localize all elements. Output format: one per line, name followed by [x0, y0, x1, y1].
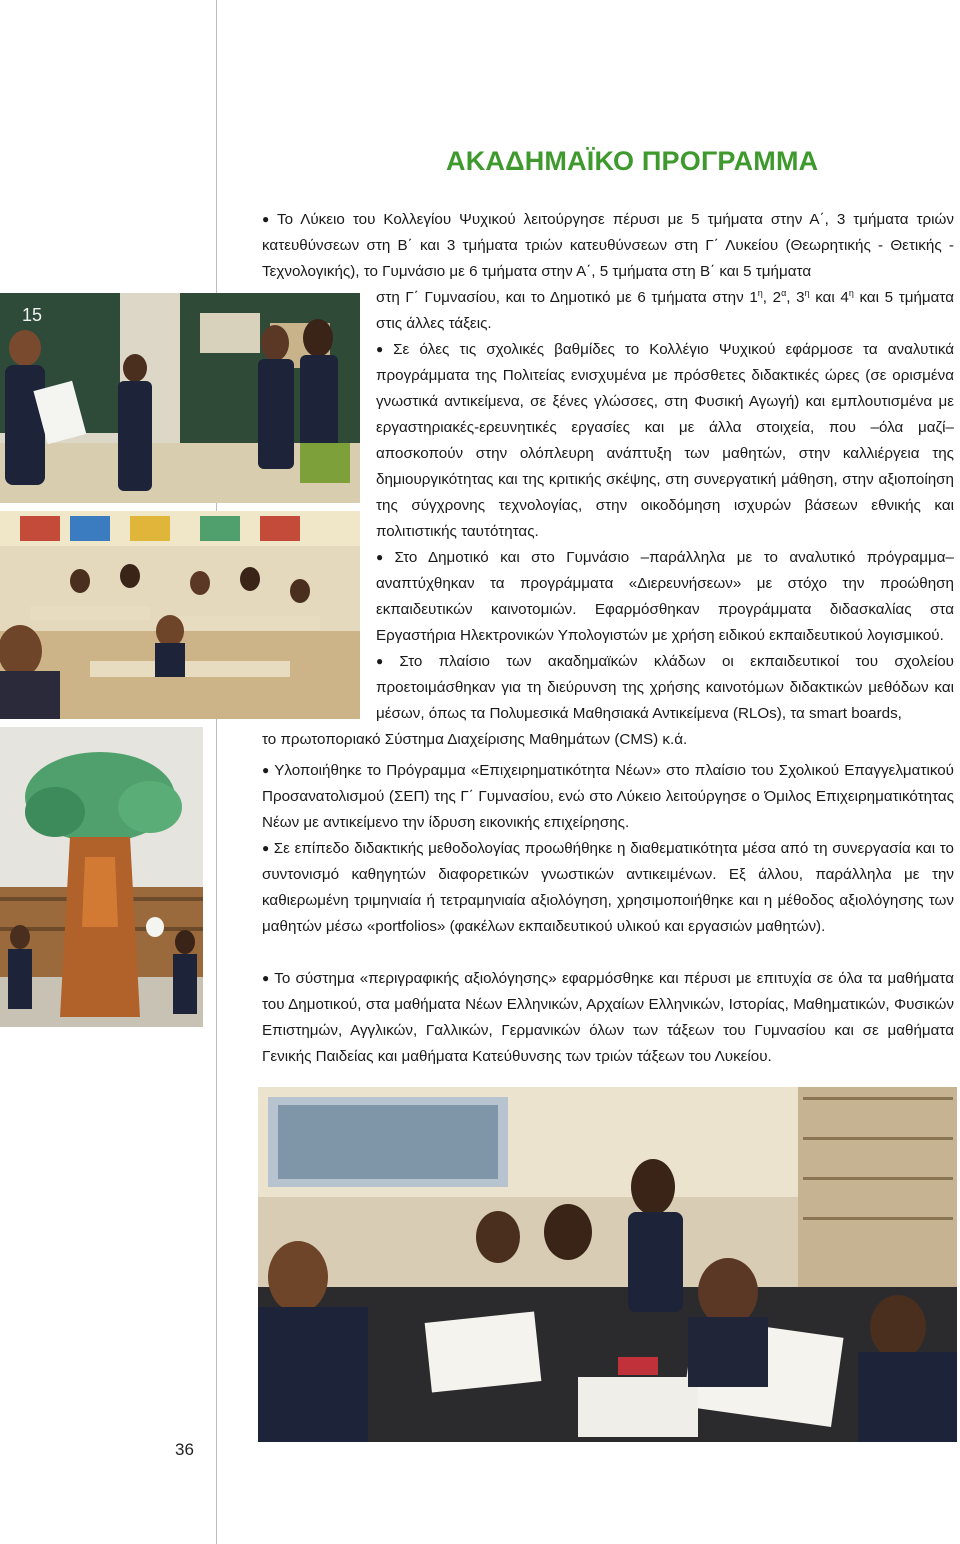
- paragraph-1-part-2: [376, 285, 954, 337]
- paragraph-1-text: Το Λύκειο του Κολλεγίου Ψυχικού λειτούργησε πέρυσι με 5 τμήματα στην Α΄, 3 τμήματα τριών κατευθύνσεων στη Β΄ και 3 τμήματα τριών κατευθύνσεων στη Γ΄ Λυκείου (Θεωρητικής - Θετικής - Τεχνολογικής), το Γυμνάσιο με 6 τμήματα στην Α΄, 5 τμήματα στη Β΄ και 5 τμήματα: [262, 211, 955, 280]
- bullet-icon: ●: [376, 550, 391, 564]
- bullet-icon: ●: [262, 212, 274, 226]
- bullet-icon: ●: [262, 841, 270, 855]
- svg-text:15: 15: [22, 305, 43, 325]
- paragraph-6-text: Σε επίπεδο διδακτικής μεθοδολογίας προωθήθηκε η διαθεματικότητα μέσα από τη συνεργασία και το συντονισμό καθηγητών διαφορετικών γνωστικών αντικειμένων. Εξ άλλου, παράλληλα με την καθιερωμένη τριμηνιαία ή τετραμηνιαία αξιολόγηση, χρησιμοποιήθηκε και η μέθοδος αξιολόγησης των μαθητών μέσω «portfolios» (φακέλων εκπαιδευτικού υλικού και εργασιών μαθητών).: [262, 840, 954, 935]
- page-number: 36: [175, 1440, 194, 1459]
- paragraph-1-text-e: και 5 τμήματα στις άλλες τάξεις.: [376, 289, 954, 332]
- paragraph-1-text-a: στη Γ΄ Γυμνασίου, και το Δημοτικό με 6 τμήματα στην 1: [376, 289, 758, 306]
- paragraph-5-text: Υλοποιήθηκε το Πρόγραμμα «Επιχειρηματικότητα Νέων» στο πλαίσιο του Σχολικού Επαγγελματικού Προσανατολισμού (ΣΕΠ) της Γ΄ Γυμνασίου, ενώ στο Λύκειο λειτούργησε ο Όμιλος Επιχειρηματικότητας Νέων με αντικείμενο την ίδρυση εικονικής επιχείρησης.: [262, 762, 954, 831]
- column-divider-line: [216, 0, 217, 1544]
- photo-tree-installation: [0, 727, 203, 1027]
- paragraph-4-part-2: το πρωτοποριακό Σύστημα Διαχείρισης Μαθημάτων (CMS) κ.ά.: [262, 731, 688, 748]
- photo-students-presenting: [0, 293, 360, 503]
- paragraph-1-part-1: [262, 207, 954, 285]
- photo-classroom-desks: [0, 511, 360, 719]
- paragraph-1-text-b: , 2: [762, 289, 782, 306]
- bullet-icon: ●: [376, 654, 396, 668]
- bullet-icon: ●: [262, 971, 271, 985]
- paragraph-1-text-d: και 4: [809, 289, 849, 306]
- ordinal-superscript: α: [781, 287, 787, 298]
- ordinal-superscript: η: [848, 287, 854, 298]
- ordinal-superscript: η: [804, 287, 810, 298]
- page-title: ΑΚΑΔΗΜΑΪΚΟ ΠΡΟΓΡΑΜΜΑ: [446, 146, 819, 176]
- paragraph-1-text-c: , 3: [786, 289, 805, 306]
- photo-students-working: [258, 1087, 957, 1442]
- paragraph-4-text: Στο πλαίσιο των ακαδημαϊκών κλάδων οι εκπαιδευτικοί του σχολείου προετοιμάσθηκαν για τη διεύρυνση της χρήσης καινοτόμων διδακτικών μεθόδων και μέσων, όπως τα Πολυμεσικά Μαθησιακά Αντικείμενα (RLOs), τα smart boards,: [376, 653, 954, 722]
- paragraph-2: [376, 337, 954, 545]
- paragraph-2-text: Σε όλες τις σχολικές βαθμίδες το Κολλέγιο Ψυχικού εφάρμοσε τα αναλυτικά προγράμματα της Πολιτείας ενισχυμένα με πρόσθετες διδακτικές ώρες (σε ορισμένα γνωστικά αντικείμενα, σε ξένες γλώσσες, στη Φυσική Αγωγή) και εμπλουτισμένα με εργαστηριακές-ερευνητικές εργασίες και με άλλα στοιχεία, που –όλα μαζί– αποσκοπούν στην ολόπλευρη ανάπτυξη των μαθητών, στην καλλιέργεια της δημιουργικότητας και της κριτικής σκέψης, στη συνεργατική μάθηση, στην αξιοποίηση της σύγχρονης τεχνολογίας, στην οικοδόμηση ισχυρών βάσεων εθνικής και πολιτιστικής ταυτότητας.: [376, 341, 955, 540]
- bullet-icon: ●: [262, 763, 271, 777]
- paragraph-3-text: Στο Δημοτικό και στο Γυμνάσιο –παράλληλα με το αναλυτικό πρόγραμμα– αναπτύχθηκαν τα προγράμματα «Διερευνήσεων» με στόχο την προώθηση εκπαιδευτικών καινοτομιών. Εφαρμόσθηκαν προγράμματα διδασκαλίας στα Εργαστήρια Ηλεκτρονικών Υπολογιστών με χρήση ειδικού εκπαιδευτικού λογισμικού.: [376, 549, 955, 644]
- ordinal-superscript: η: [757, 287, 763, 298]
- paragraph-5: [262, 758, 954, 836]
- paragraph-7-text: Το σύστημα «περιγραφικής αξιολόγησης» εφαρμόσθηκε και πέρυσι με επιτυχία σε όλα τα μαθήματα του Δημοτικού, στα μαθήματα Νέων Ελληνικών, Αρχαίων Ελληνικών, Ιστορίας, Μαθηματικών, Φυσικών Επιστημών, Αγγλικών, Γαλλικών, Γερμανικών όλων των τάξεων του Γυμνασίου και σε μαθήματα Γενικής Παιδείας και μαθήματα Κατεύθυνσης των τριών τάξεων του Λυκείου.: [262, 970, 954, 1065]
- paragraph-3: [376, 545, 954, 649]
- paragraph-7: [262, 966, 954, 1070]
- paragraph-4-part-1: [376, 649, 954, 727]
- bullet-icon: ●: [376, 342, 390, 356]
- paragraph-6: [262, 836, 954, 940]
